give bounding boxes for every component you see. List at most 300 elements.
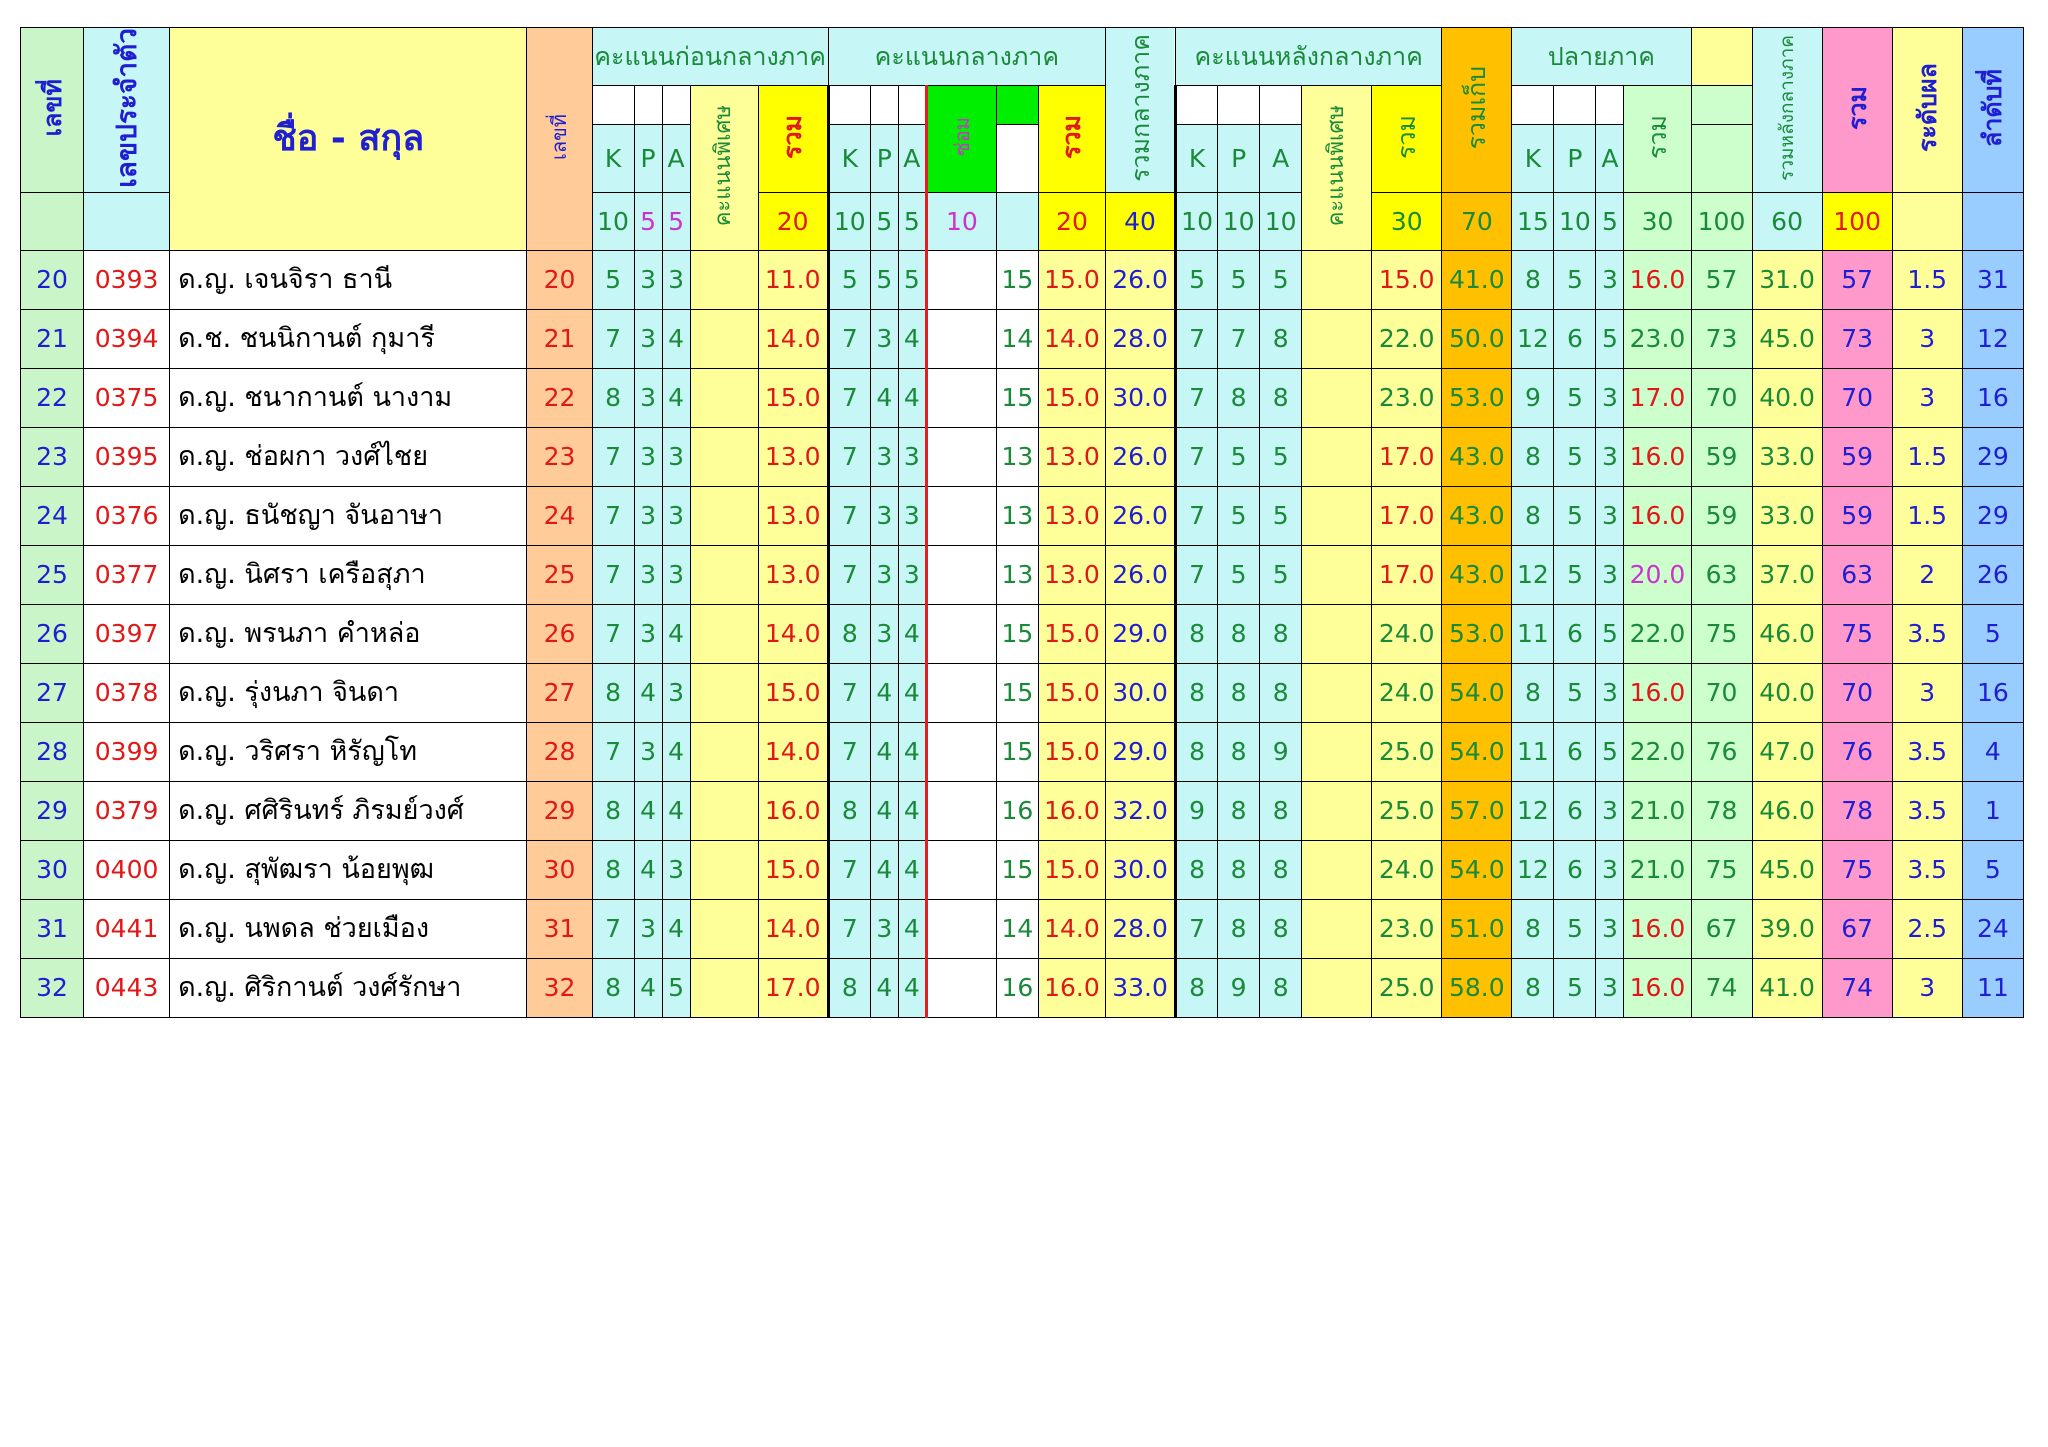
- cell-h: 74: [1691, 958, 1752, 1017]
- cell-mk: 7: [828, 899, 870, 958]
- cell-ps: [690, 840, 758, 899]
- cell-qp: 8: [1218, 663, 1260, 722]
- cell-qp: 9: [1218, 958, 1260, 1017]
- header-mid: คะแนนกลางภาค: [828, 28, 1105, 86]
- cell-rank: 31: [1962, 250, 2023, 309]
- cell-pt: 14.0: [758, 899, 828, 958]
- cell-ps: [690, 545, 758, 604]
- cell-qs: [1302, 486, 1372, 545]
- header-cell: [870, 86, 898, 125]
- cell-ma: 5: [898, 250, 926, 309]
- cell-pp: 4: [634, 663, 662, 722]
- header-post-sum: รวม: [1372, 86, 1442, 193]
- header-cell: [662, 86, 690, 125]
- cell-mr: [926, 309, 996, 368]
- cell-qp: 8: [1218, 604, 1260, 663]
- cell-qt: 25.0: [1372, 958, 1442, 1017]
- cell-mk: 7: [828, 663, 870, 722]
- cell-h: 75: [1691, 604, 1752, 663]
- cell-fk: 12: [1512, 840, 1554, 899]
- header-cell: [21, 192, 84, 250]
- cell-fk: 8: [1512, 486, 1554, 545]
- cell-post: 45.0: [1752, 840, 1822, 899]
- cell-mp: 5: [870, 250, 898, 309]
- cell-mx: 16: [996, 781, 1038, 840]
- header-pre-k: K: [592, 124, 634, 192]
- header-final-a: A: [1596, 124, 1624, 192]
- cell-rank: 24: [1962, 899, 2023, 958]
- cell-mr: [926, 545, 996, 604]
- cell-ft: 20.0: [1624, 545, 1691, 604]
- cell-pk: 7: [592, 899, 634, 958]
- header-post-k: K: [1176, 124, 1218, 192]
- cell-name: ด.ญ. ธนัชญา จันอาษา: [170, 486, 527, 545]
- cell-qs: [1302, 309, 1372, 368]
- cell-qa: 8: [1260, 899, 1302, 958]
- cell-mr: [926, 368, 996, 427]
- cell-pp: 4: [634, 840, 662, 899]
- cell-pt: 11.0: [758, 250, 828, 309]
- cell-post: 46.0: [1752, 604, 1822, 663]
- cell-qa: 8: [1260, 604, 1302, 663]
- header-cell: [1596, 86, 1624, 125]
- cell-no2: 25: [527, 545, 592, 604]
- cell-ft: 22.0: [1624, 604, 1691, 663]
- cell-total: 57: [1822, 250, 1892, 309]
- cell-ps: [690, 958, 758, 1017]
- cell-no: 21: [21, 309, 84, 368]
- cell-id: 0393: [84, 250, 170, 309]
- cell-pp: 3: [634, 545, 662, 604]
- cell-name: ด.ญ. พรนภา คำหล่อ: [170, 604, 527, 663]
- cell-no: 22: [21, 368, 84, 427]
- max-post-a: 10: [1260, 192, 1302, 250]
- cell-fp: 5: [1554, 663, 1596, 722]
- cell-qt: 24.0: [1372, 604, 1442, 663]
- cell-ps: [690, 722, 758, 781]
- cell-mr: [926, 486, 996, 545]
- cell-fa: 3: [1596, 663, 1624, 722]
- cell-mt: 16.0: [1038, 781, 1105, 840]
- cell-no2: 24: [527, 486, 592, 545]
- cell-qt: 17.0: [1372, 486, 1442, 545]
- cell-fa: 3: [1596, 840, 1624, 899]
- cell-h: 70: [1691, 368, 1752, 427]
- cell-qt: 17.0: [1372, 427, 1442, 486]
- cell-qt: 15.0: [1372, 250, 1442, 309]
- cell-pk: 8: [592, 781, 634, 840]
- cell-mp: 3: [870, 486, 898, 545]
- cell-no: 24: [21, 486, 84, 545]
- cell-id: 0397: [84, 604, 170, 663]
- cell-post: 45.0: [1752, 309, 1822, 368]
- cell-post: 33.0: [1752, 427, 1822, 486]
- cell-mid: 29.0: [1106, 604, 1176, 663]
- header-pre-sum: รวม: [758, 86, 828, 193]
- cell-ps: [690, 604, 758, 663]
- cell-total: 59: [1822, 427, 1892, 486]
- cell-qk: 9: [1176, 781, 1218, 840]
- cell-qa: 5: [1260, 250, 1302, 309]
- cell-rank: 11: [1962, 958, 2023, 1017]
- cell-mt: 13.0: [1038, 427, 1105, 486]
- cell-qs: [1302, 722, 1372, 781]
- max-post-p: 10: [1218, 192, 1260, 250]
- max-final-k: 15: [1512, 192, 1554, 250]
- cell-grade: 1.5: [1892, 250, 1962, 309]
- cell-mt: 15.0: [1038, 663, 1105, 722]
- cell-pa: 4: [662, 604, 690, 663]
- cell-no: 20: [21, 250, 84, 309]
- cell-id: 0395: [84, 427, 170, 486]
- cell-pa: 4: [662, 899, 690, 958]
- table-row: [21, 663, 2024, 722]
- cell-ps: [690, 781, 758, 840]
- header-post-mid: คะแนนหลังกลางภาค: [1176, 28, 1442, 86]
- cell-fp: 5: [1554, 368, 1596, 427]
- cell-no: 29: [21, 781, 84, 840]
- cell-mr: [926, 663, 996, 722]
- header-cell: [828, 86, 870, 125]
- cell-ps: [690, 663, 758, 722]
- cell-pt: 14.0: [758, 604, 828, 663]
- cell-fp: 6: [1554, 604, 1596, 663]
- cell-ft: 16.0: [1624, 663, 1691, 722]
- cell-name: ด.ญ. ศิริกานต์ วงศ์รักษา: [170, 958, 527, 1017]
- cell-qk: 8: [1176, 958, 1218, 1017]
- cell-qk: 7: [1176, 486, 1218, 545]
- header-name: ชื่อ - สกุล: [170, 28, 527, 251]
- header-cell: [1260, 86, 1302, 125]
- cell-no2: 20: [527, 250, 592, 309]
- cell-pp: 3: [634, 486, 662, 545]
- cell-qs: [1302, 427, 1372, 486]
- cell-qs: [1302, 250, 1372, 309]
- cell-mk: 7: [828, 309, 870, 368]
- header-cell: [996, 86, 1038, 125]
- max-post-mid-total: 60: [1752, 192, 1822, 250]
- cell-mp: 3: [870, 899, 898, 958]
- cell-qa: 8: [1260, 663, 1302, 722]
- cell-mid: 33.0: [1106, 958, 1176, 1017]
- header-rank: ลำดับที่: [1962, 28, 2023, 193]
- cell-pk: 8: [592, 958, 634, 1017]
- cell-qa: 8: [1260, 309, 1302, 368]
- cell-ma: 4: [898, 899, 926, 958]
- cell-post: 41.0: [1752, 958, 1822, 1017]
- cell-fa: 3: [1596, 486, 1624, 545]
- cell-id: 0375: [84, 368, 170, 427]
- cell-fa: 3: [1596, 545, 1624, 604]
- cell-mt: 15.0: [1038, 722, 1105, 781]
- cell-mid: 32.0: [1106, 781, 1176, 840]
- header-cell: [1218, 86, 1260, 125]
- cell-pp: 3: [634, 250, 662, 309]
- header-blank-100: [1691, 28, 1752, 86]
- cell-grade: 2.5: [1892, 899, 1962, 958]
- header-keep-total: รวมเก็บ: [1442, 28, 1512, 193]
- header-mid-k: K: [828, 124, 870, 192]
- cell-fk: 9: [1512, 368, 1554, 427]
- cell-name: ด.ญ. เจนจิรา ธานี: [170, 250, 527, 309]
- cell-qt: 22.0: [1372, 309, 1442, 368]
- cell-ma: 3: [898, 486, 926, 545]
- cell-h: 75: [1691, 840, 1752, 899]
- cell-pp: 3: [634, 309, 662, 368]
- cell-total: 75: [1822, 604, 1892, 663]
- cell-pa: 4: [662, 722, 690, 781]
- cell-qs: [1302, 958, 1372, 1017]
- cell-no: 26: [21, 604, 84, 663]
- table-row: [21, 958, 2024, 1017]
- cell-qp: 8: [1218, 840, 1260, 899]
- cell-ps: [690, 427, 758, 486]
- cell-mx: 15: [996, 604, 1038, 663]
- cell-grade: 3: [1892, 368, 1962, 427]
- cell-mt: 13.0: [1038, 486, 1105, 545]
- header-no: เลขที่: [21, 28, 84, 193]
- cell-pa: 3: [662, 486, 690, 545]
- cell-mp: 4: [870, 781, 898, 840]
- cell-ma: 4: [898, 309, 926, 368]
- cell-no: 25: [21, 545, 84, 604]
- cell-no2: 21: [527, 309, 592, 368]
- cell-post: 33.0: [1752, 486, 1822, 545]
- cell-fa: 3: [1596, 958, 1624, 1017]
- max-mid-k: 10: [828, 192, 870, 250]
- cell-grade: 3.5: [1892, 604, 1962, 663]
- cell-qk: 8: [1176, 604, 1218, 663]
- header-mid-sum: รวม: [1038, 86, 1105, 193]
- cell-h: 59: [1691, 486, 1752, 545]
- cell-total: 75: [1822, 840, 1892, 899]
- cell-qs: [1302, 368, 1372, 427]
- header-post-special: คะแนนพิเศษ: [1302, 86, 1372, 251]
- cell-h: 67: [1691, 899, 1752, 958]
- cell-keep: 58.0: [1442, 958, 1512, 1017]
- cell-mp: 4: [870, 663, 898, 722]
- cell-keep: 51.0: [1442, 899, 1512, 958]
- header-pre-mid: คะแนนก่อนกลางภาค: [592, 28, 828, 86]
- cell-fa: 5: [1596, 309, 1624, 368]
- cell-qp: 5: [1218, 545, 1260, 604]
- cell-mp: 3: [870, 309, 898, 368]
- cell-mx: 15: [996, 368, 1038, 427]
- table-row: [21, 840, 2024, 899]
- cell-fp: 6: [1554, 840, 1596, 899]
- cell-qk: 7: [1176, 368, 1218, 427]
- cell-mr: [926, 427, 996, 486]
- cell-mid: 28.0: [1106, 309, 1176, 368]
- table-row: [21, 545, 2024, 604]
- cell-qa: 8: [1260, 840, 1302, 899]
- cell-mp: 4: [870, 368, 898, 427]
- cell-pk: 7: [592, 309, 634, 368]
- cell-rank: 29: [1962, 486, 2023, 545]
- cell-pa: 4: [662, 781, 690, 840]
- cell-rank: 16: [1962, 368, 2023, 427]
- cell-qp: 7: [1218, 309, 1260, 368]
- cell-pk: 8: [592, 368, 634, 427]
- cell-qk: 8: [1176, 663, 1218, 722]
- cell-qk: 7: [1176, 309, 1218, 368]
- cell-mx: 15: [996, 840, 1038, 899]
- cell-id: 0377: [84, 545, 170, 604]
- cell-qt: 17.0: [1372, 545, 1442, 604]
- cell-fp: 6: [1554, 722, 1596, 781]
- cell-fp: 6: [1554, 781, 1596, 840]
- cell-qt: 23.0: [1372, 368, 1442, 427]
- cell-qk: 5: [1176, 250, 1218, 309]
- cell-fa: 5: [1596, 722, 1624, 781]
- cell-fk: 8: [1512, 427, 1554, 486]
- header-id: เลขประจำตัว: [84, 28, 170, 193]
- cell-fk: 12: [1512, 545, 1554, 604]
- cell-mx: 13: [996, 545, 1038, 604]
- max-total: 100: [1822, 192, 1892, 250]
- cell-total: 70: [1822, 663, 1892, 722]
- cell-fp: 5: [1554, 250, 1596, 309]
- cell-ma: 3: [898, 545, 926, 604]
- cell-fk: 8: [1512, 899, 1554, 958]
- cell-ft: 22.0: [1624, 722, 1691, 781]
- cell-grade: 1.5: [1892, 427, 1962, 486]
- cell-mid: 29.0: [1106, 722, 1176, 781]
- header-post-a: A: [1260, 124, 1302, 192]
- header-cell: [634, 86, 662, 125]
- cell-mr: [926, 958, 996, 1017]
- cell-total: 59: [1822, 486, 1892, 545]
- cell-qt: 23.0: [1372, 899, 1442, 958]
- cell-pa: 3: [662, 427, 690, 486]
- cell-fk: 11: [1512, 604, 1554, 663]
- cell-mx: 13: [996, 427, 1038, 486]
- cell-qt: 25.0: [1372, 781, 1442, 840]
- cell-mid: 30.0: [1106, 663, 1176, 722]
- cell-mp: 3: [870, 604, 898, 663]
- cell-h: 57: [1691, 250, 1752, 309]
- cell-mk: 5: [828, 250, 870, 309]
- cell-keep: 54.0: [1442, 722, 1512, 781]
- cell-keep: 53.0: [1442, 604, 1512, 663]
- cell-mr: [926, 781, 996, 840]
- cell-keep: 54.0: [1442, 663, 1512, 722]
- cell-h: 63: [1691, 545, 1752, 604]
- cell-h: 76: [1691, 722, 1752, 781]
- cell-ma: 4: [898, 368, 926, 427]
- cell-keep: 43.0: [1442, 486, 1512, 545]
- cell-rank: 5: [1962, 840, 2023, 899]
- cell-pa: 5: [662, 958, 690, 1017]
- cell-keep: 43.0: [1442, 545, 1512, 604]
- cell-fa: 5: [1596, 604, 1624, 663]
- cell-pt: 13.0: [758, 427, 828, 486]
- cell-keep: 53.0: [1442, 368, 1512, 427]
- cell-pk: 7: [592, 545, 634, 604]
- cell-fp: 5: [1554, 958, 1596, 1017]
- cell-pp: 3: [634, 604, 662, 663]
- table-row: [21, 427, 2024, 486]
- cell-id: 0443: [84, 958, 170, 1017]
- table-row: [21, 781, 2024, 840]
- cell-total: 74: [1822, 958, 1892, 1017]
- cell-qk: 8: [1176, 840, 1218, 899]
- cell-ft: 23.0: [1624, 309, 1691, 368]
- cell-ps: [690, 309, 758, 368]
- cell-qs: [1302, 840, 1372, 899]
- cell-mk: 7: [828, 486, 870, 545]
- cell-fa: 3: [1596, 781, 1624, 840]
- cell-name: ด.ญ. นพดล ช่วยเมือง: [170, 899, 527, 958]
- cell-keep: 50.0: [1442, 309, 1512, 368]
- cell-no: 23: [21, 427, 84, 486]
- header-mid-a: A: [898, 124, 926, 192]
- table-row: [21, 309, 2024, 368]
- cell-pt: 16.0: [758, 781, 828, 840]
- cell-pt: 14.0: [758, 309, 828, 368]
- max-keep: 70: [1442, 192, 1512, 250]
- max-pre-sum: 20: [758, 192, 828, 250]
- cell-name: ด.ญ. ชนากานต์ นางาม: [170, 368, 527, 427]
- header-pre-special: คะแนนพิเศษ: [690, 86, 758, 251]
- cell-name: ด.ญ. ช่อผกา วงศ์ไชย: [170, 427, 527, 486]
- cell-qp: 5: [1218, 427, 1260, 486]
- cell-id: 0441: [84, 899, 170, 958]
- cell-pa: 3: [662, 663, 690, 722]
- cell-mid: 28.0: [1106, 899, 1176, 958]
- cell-post: 31.0: [1752, 250, 1822, 309]
- header-post-p: P: [1218, 124, 1260, 192]
- cell-mx: 15: [996, 722, 1038, 781]
- table-row: [21, 486, 2024, 545]
- cell-no2: 23: [527, 427, 592, 486]
- cell-ft: 16.0: [1624, 486, 1691, 545]
- header-cell: [1691, 86, 1752, 125]
- cell-no2: 31: [527, 899, 592, 958]
- header-mid-p: P: [870, 124, 898, 192]
- cell-post: 37.0: [1752, 545, 1822, 604]
- cell-ft: 17.0: [1624, 368, 1691, 427]
- cell-mp: 4: [870, 958, 898, 1017]
- cell-fk: 8: [1512, 958, 1554, 1017]
- cell-ma: 4: [898, 722, 926, 781]
- cell-ma: 4: [898, 958, 926, 1017]
- cell-h: 78: [1691, 781, 1752, 840]
- cell-no: 32: [21, 958, 84, 1017]
- cell-mt: 14.0: [1038, 899, 1105, 958]
- cell-mk: 8: [828, 604, 870, 663]
- cell-mk: 7: [828, 545, 870, 604]
- cell-mr: [926, 840, 996, 899]
- cell-fk: 11: [1512, 722, 1554, 781]
- cell-no2: 30: [527, 840, 592, 899]
- max-post-sum: 30: [1372, 192, 1442, 250]
- cell-mk: 8: [828, 958, 870, 1017]
- cell-pk: 7: [592, 604, 634, 663]
- cell-total: 70: [1822, 368, 1892, 427]
- cell-pa: 3: [662, 545, 690, 604]
- cell-fk: 8: [1512, 250, 1554, 309]
- cell-fk: 8: [1512, 663, 1554, 722]
- cell-no2: 27: [527, 663, 592, 722]
- cell-ft: 21.0: [1624, 840, 1691, 899]
- cell-qt: 25.0: [1372, 722, 1442, 781]
- cell-qa: 8: [1260, 368, 1302, 427]
- cell-rank: 5: [1962, 604, 2023, 663]
- cell-mr: [926, 722, 996, 781]
- cell-name: ด.ช. ชนนิกานต์ กุมารี: [170, 309, 527, 368]
- cell-ma: 4: [898, 840, 926, 899]
